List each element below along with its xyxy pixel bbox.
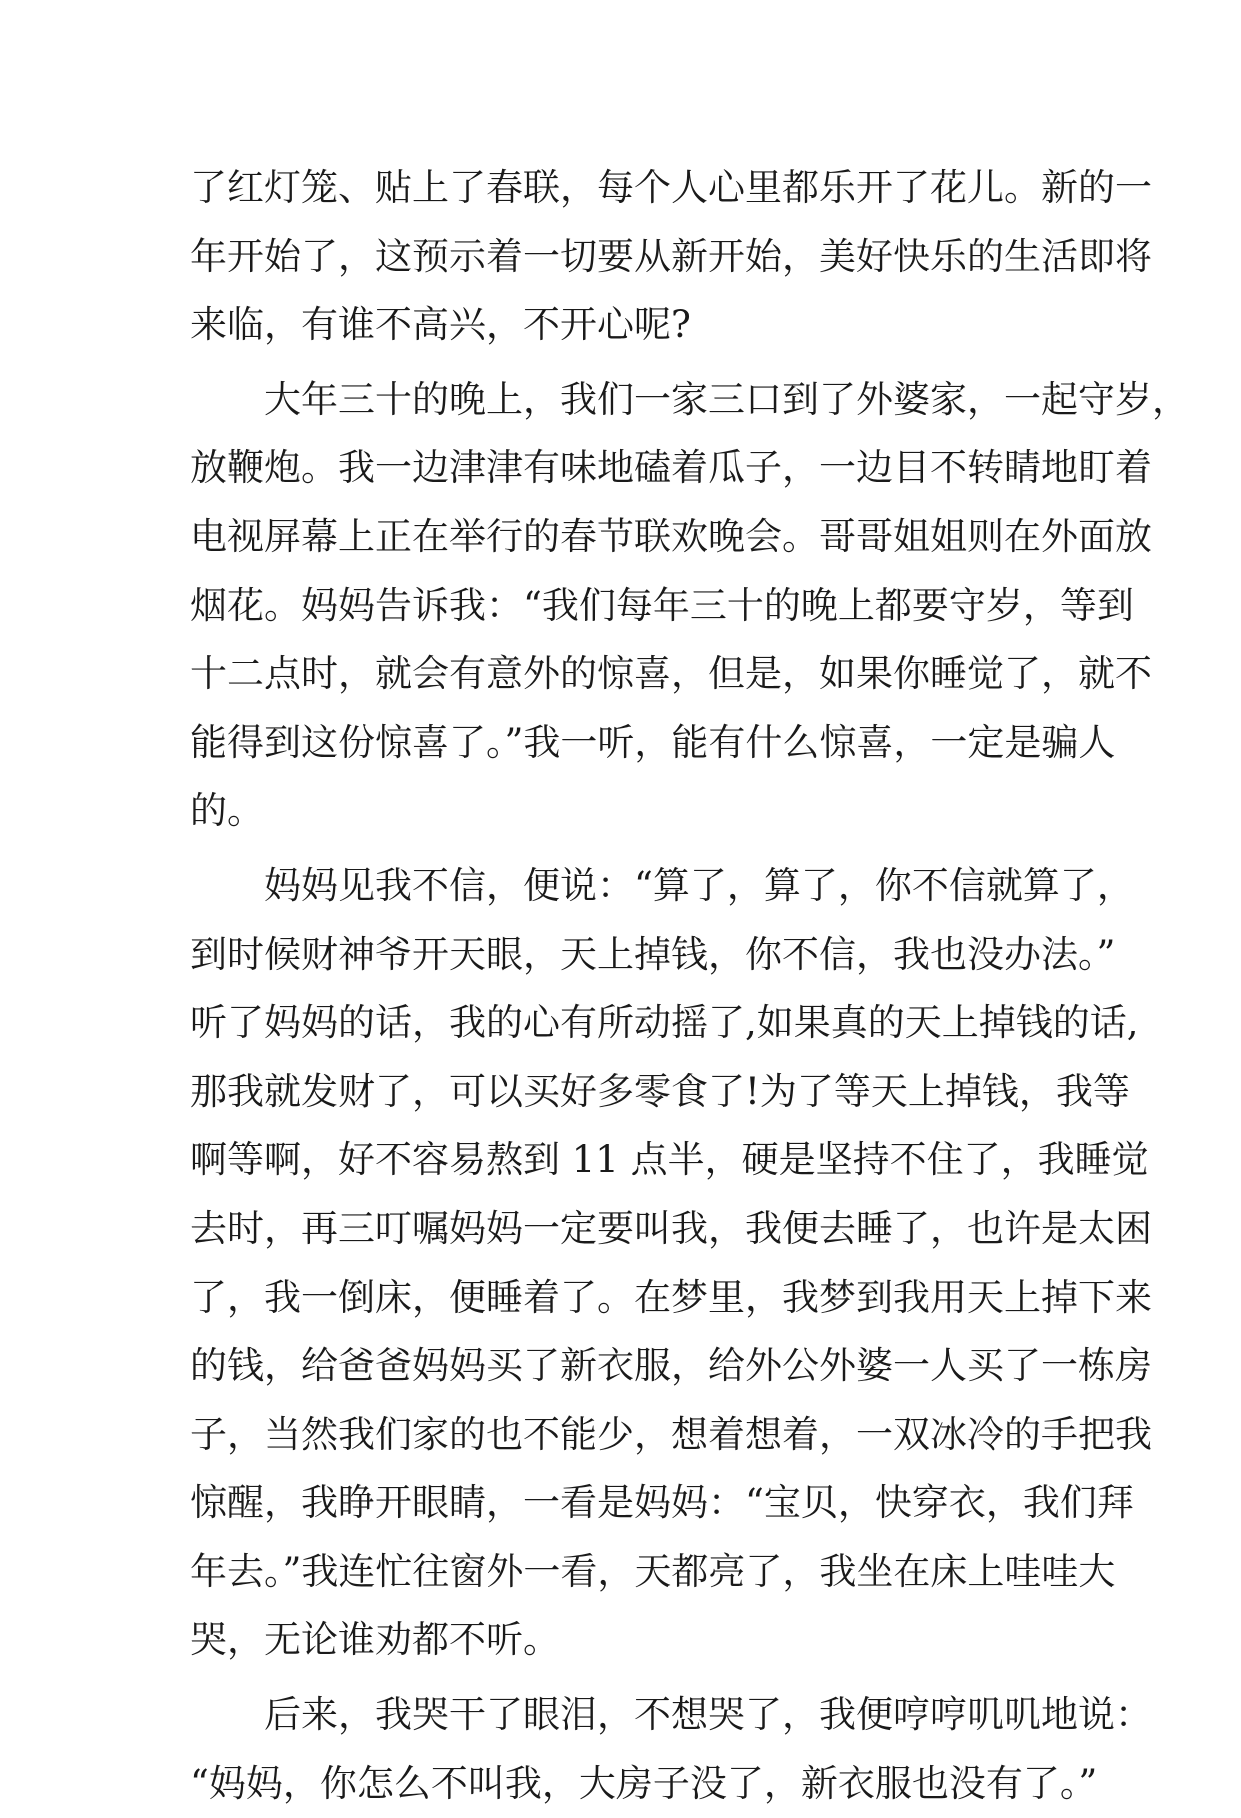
text-line: 能得到这份惊喜了。”我一听，能有什么惊喜，一定是骗人 (190, 720, 1116, 764)
paragraph-3 (190, 852, 1152, 1675)
text-line: 后来，我哭干了眼泪，不想哭了，我便哼哼叽叽地说： (264, 1693, 1152, 1737)
text-line: 放鞭炮。我一边津津有味地磕着瓜子，一边目不转睛地盯着 (190, 446, 1152, 490)
text-line: 电视屏幕上正在举行的春节联欢晚会。哥哥姐姐则在外面放 (190, 514, 1152, 558)
paragraph-1 (190, 154, 1152, 360)
text-line: 去时，再三叮嘱妈妈一定要叫我，我便去睡了，也许是太困 (190, 1206, 1152, 1250)
text-line: 子，当然我们家的也不能少，想着想着，一双冰冷的手把我 (190, 1412, 1152, 1456)
text-line: 十二点时，就会有意外的惊喜，但是，如果你睡觉了，就不 (190, 652, 1152, 696)
text-line: 年开始了，这预示着一切要从新开始，美好快乐的生活即将 (190, 234, 1152, 278)
text-line: 烟花。妈妈告诉我：“我们每年三十的晚上都要守岁，等到 (190, 583, 1134, 627)
document-body (190, 154, 1189, 1818)
text-line: 的。 (190, 789, 264, 833)
text-line: 的钱，给爸爸妈妈买了新衣服，给外公外婆一人买了一栋房 (190, 1344, 1152, 1388)
text-line: 大年三十的晚上，我们一家三口到了外婆家，一起守岁， (264, 377, 1189, 421)
text-line: 到时候财神爷开天眼，天上掉钱，你不信，我也没办法。” (190, 932, 1116, 976)
text-line: 惊醒，我睁开眼睛，一看是妈妈：“宝贝，快穿衣，我们拜 (190, 1481, 1134, 1525)
text-line: 妈妈见我不信，便说：“算了，算了，你不信就算了， (264, 863, 1134, 907)
text-line: 了，我一倒床，便睡着了。在梦里，我梦到我用天上掉下来 (190, 1275, 1152, 1319)
text-line: 年去。”我连忙往窗外一看，天都亮了，我坐在床上哇哇大 (190, 1549, 1116, 1593)
paragraph-2 (190, 366, 1189, 846)
text-line: 听了妈妈的话，我的心有所动摇了,如果真的天上掉钱的话, (190, 1001, 1139, 1045)
text-line: 哭，无论谁劝都不听。 (190, 1618, 560, 1662)
text-line: 了红灯笼、贴上了春联，每个人心里都乐开了花儿。新的一 (190, 166, 1152, 209)
text-line: 那我就发财了，可以买好多零食了!为了等天上掉钱，我等 (190, 1069, 1130, 1113)
paragraph-4 (190, 1681, 1152, 1818)
text-line: 啊等啊，好不容易熬到 11 点半，硬是坚持不住了，我睡觉 (190, 1138, 1149, 1182)
text-line: 来临，有谁不高兴，不开心呢? (190, 303, 691, 347)
text-line: “妈妈，你怎么不叫我，大房子没了，新衣服也没有了。” (190, 1761, 1098, 1805)
